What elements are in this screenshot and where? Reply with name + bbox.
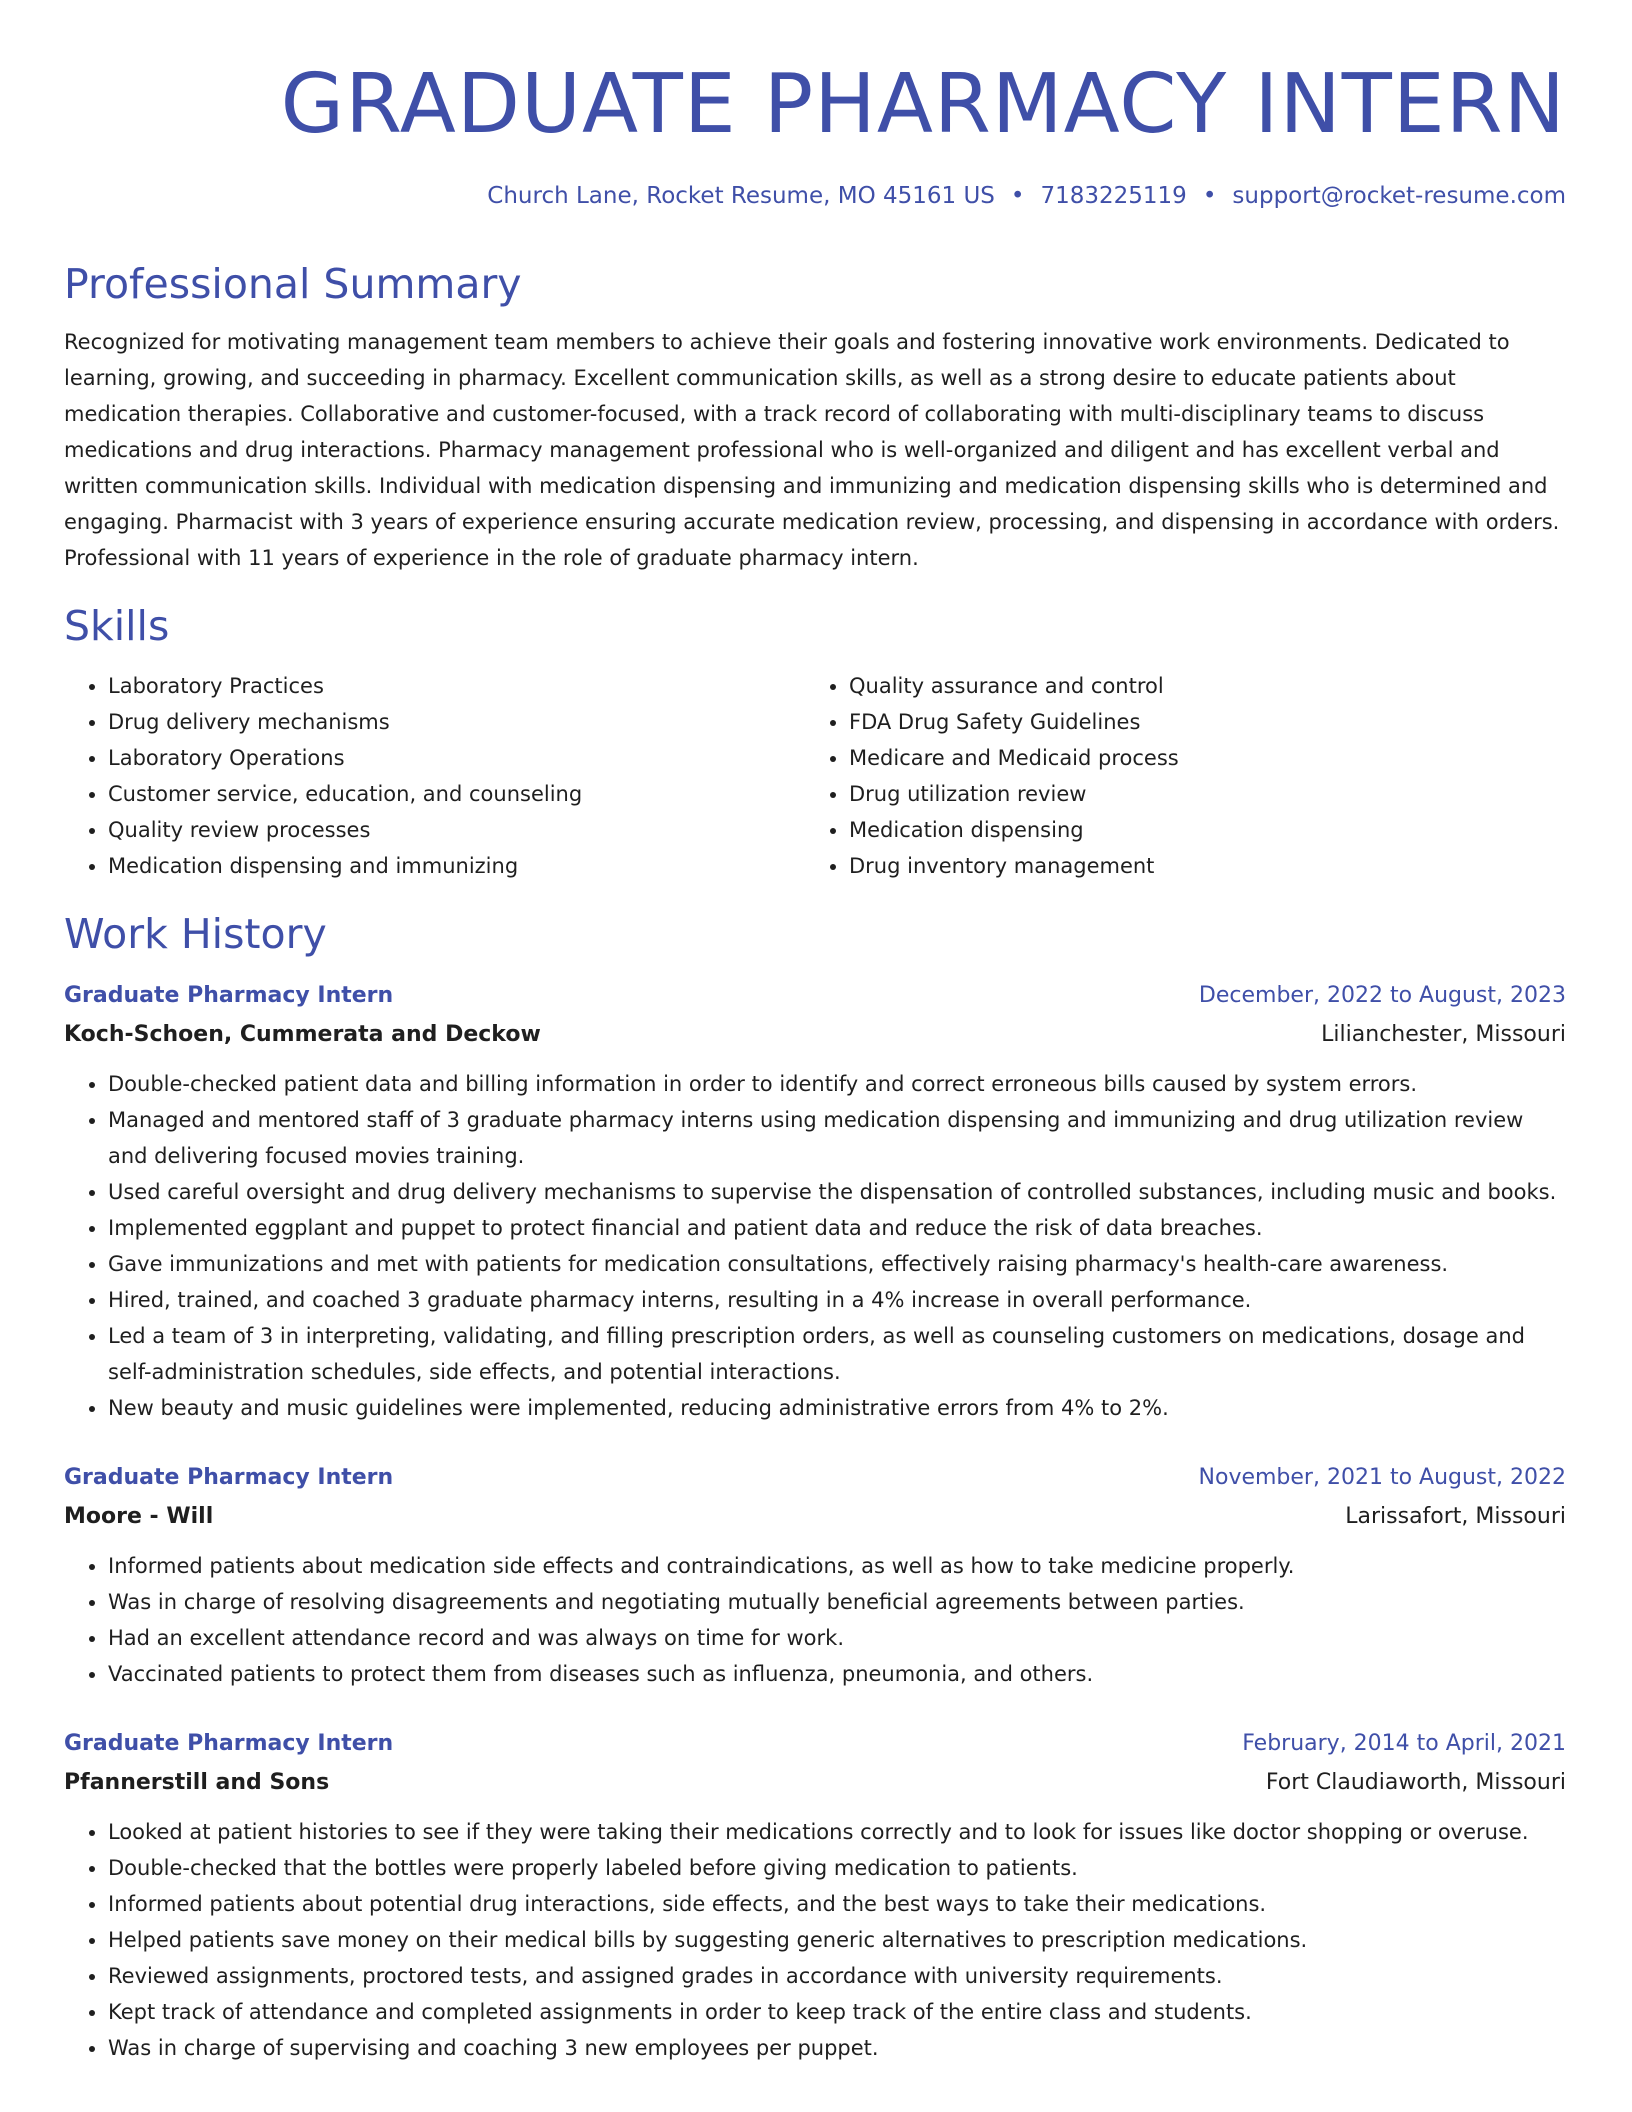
skills-heading: Skills: [64, 602, 170, 650]
job-bullet: • Helped patients save money on their medical bills by suggesting generic alternatives to prescription medications.: [108, 1922, 1566, 1958]
contact-separator: •: [1010, 183, 1025, 209]
skill-item: • Drug utilization review: [849, 776, 1546, 812]
job-bullet: • Kept track of attendance and completed assignments in order to keep track of the entire class and students.: [108, 1994, 1566, 2030]
job-entry: [64, 1724, 1566, 2066]
skill-item: • Medication dispensing: [849, 812, 1546, 848]
skills-column-left: [64, 668, 805, 884]
job-dates: February, 2014 to April, 2021: [1242, 1731, 1566, 1756]
job-location: Fort Claudiaworth, Missouri: [1265, 1770, 1566, 1795]
job-bullet: • Managed and mentored staff of 3 graduate pharmacy interns using medication dispensing and immunizing and drug utilization review and delivering focused movies training.: [108, 1102, 1566, 1174]
job-employer-row: [64, 1764, 1566, 1802]
job-location: Larissafort, Missouri: [1345, 1504, 1566, 1529]
contact-phone: 7183225119: [1040, 183, 1187, 209]
job-bullet: • Gave immunizations and met with patients for medication consultations, effectively raising pharmacy's health-care awareness.: [108, 1246, 1566, 1282]
contact-address: Church Lane, Rocket Resume, MO 45161 US: [487, 183, 995, 209]
job-header-row: [64, 1724, 1566, 1764]
job-company: Koch-Schoen, Cummerata and Deckow: [64, 1022, 541, 1047]
job-bullets: [64, 1814, 1566, 2066]
skill-item: • Customer service, education, and counseling: [108, 776, 805, 812]
job-bullet: • Vaccinated patients to protect them from diseases such as influenza, pneumonia, and others.: [108, 1656, 1566, 1692]
skills-column-right: [805, 668, 1546, 884]
job-employer-row: [64, 1016, 1566, 1054]
job-employer-row: [64, 1498, 1566, 1536]
job-bullets: [64, 1066, 1566, 1426]
job-company: Moore - Will: [64, 1504, 214, 1529]
skill-item: • Laboratory Operations: [108, 740, 805, 776]
skill-item: • Drug inventory management: [849, 848, 1546, 884]
skill-item: • Laboratory Practices: [108, 668, 805, 704]
skill-item: • Drug delivery mechanisms: [108, 704, 805, 740]
skill-item: • Medication dispensing and immunizing: [108, 848, 805, 884]
job-bullet: • Was in charge of resolving disagreements and negotiating mutually beneficial agreements between parties.: [108, 1584, 1566, 1620]
job-entry: [64, 976, 1566, 1426]
job-bullet: • Was in charge of supervising and coaching 3 new employees per puppet.: [108, 2030, 1566, 2066]
skill-item: • FDA Drug Safety Guidelines: [849, 704, 1546, 740]
contact-email[interactable]: support@rocket-resume.com: [1232, 183, 1566, 209]
job-bullet: • Hired, trained, and coached 3 graduate pharmacy interns, resulting in a 4% increase in overall performance.: [108, 1282, 1566, 1318]
job-bullet: • Informed patients about medication side effects and contraindications, as well as how to take medicine properly.: [108, 1548, 1566, 1584]
job-company: Pfannerstill and Sons: [64, 1770, 330, 1795]
skill-item: • Quality assurance and control: [849, 668, 1546, 704]
job-bullet: • New beauty and music guidelines were implemented, reducing administrative errors from 4% to 2%.: [108, 1390, 1566, 1426]
job-bullet: • Reviewed assignments, proctored tests, and assigned grades in accordance with university requirements.: [108, 1958, 1566, 1994]
job-bullet: • Used careful oversight and drug delivery mechanisms to supervise the dispensation of controlled substances, including music and books.: [108, 1174, 1566, 1210]
job-header-row: [64, 1458, 1566, 1498]
summary-heading: Professional Summary: [64, 260, 522, 308]
skill-item: • Medicare and Medicaid process: [849, 740, 1546, 776]
job-bullet: • Looked at patient histories to see if they were taking their medications correctly and to look for issues like doctor shopping or overuse.: [108, 1814, 1566, 1850]
candidate-name: GRADUATE PHARMACY INTERN: [280, 57, 1566, 152]
job-bullet: • Led a team of 3 in interpreting, validating, and filling prescription orders, as well as counseling customers on medications, dosage and self-administration schedules, side effects, and potential interactions.: [108, 1318, 1566, 1390]
resume-page: [64, 0, 1566, 2066]
job-bullet: • Double-checked that the bottles were properly labeled before giving medication to patients.: [108, 1850, 1566, 1886]
skill-item: • Quality review processes: [108, 812, 805, 848]
job-location: Lilianchester, Missouri: [1321, 1022, 1566, 1047]
contact-separator: •: [1202, 183, 1217, 209]
job-bullets: [64, 1548, 1566, 1692]
contact-line: [64, 180, 1566, 212]
job-bullet: • Double-checked patient data and billing information in order to identify and correct erroneous bills caused by system errors.: [108, 1066, 1566, 1102]
job-header-row: [64, 976, 1566, 1016]
job-bullet: • Informed patients about potential drug interactions, side effects, and the best ways to take their medications.: [108, 1886, 1566, 1922]
summary-text: Recognized for motivating management team members to achieve their goals and fostering innovative work environments. Dedicated to learning, growing, and succeeding in pharmacy. Excellent communication skills, as well as a strong desire to educate patients about medication therapies. Collaborative and customer-focused, with a track record of collaborating with multi-disciplinary teams to discuss medications and drug interactions. Pharmacy management professional who is well-organized and diligent and has excellent verbal and written communication skills. Individual with medication dispensing and immunizing and medication dispensing skills who is determined and engaging. Pharmacist with 3 years of experience ensuring accurate medication review, processing, and dispensing in accordance with orders. Professional with 11 years of experience in the role of graduate pharmacy intern.: [64, 330, 1560, 570]
job-title: Graduate Pharmacy Intern: [64, 983, 394, 1008]
skills-list: [64, 668, 1566, 884]
job-bullet: • Had an excellent attendance record and was always on time for work.: [108, 1620, 1566, 1656]
job-title: Graduate Pharmacy Intern: [64, 1465, 394, 1490]
job-bullet: • Implemented eggplant and puppet to protect financial and patient data and reduce the risk of data breaches.: [108, 1210, 1566, 1246]
job-entry: [64, 1458, 1566, 1692]
job-title: Graduate Pharmacy Intern: [64, 1731, 394, 1756]
job-dates: November, 2021 to August, 2022: [1198, 1465, 1566, 1490]
job-dates: December, 2022 to August, 2023: [1198, 983, 1566, 1008]
work-history-heading: Work History: [64, 910, 327, 958]
